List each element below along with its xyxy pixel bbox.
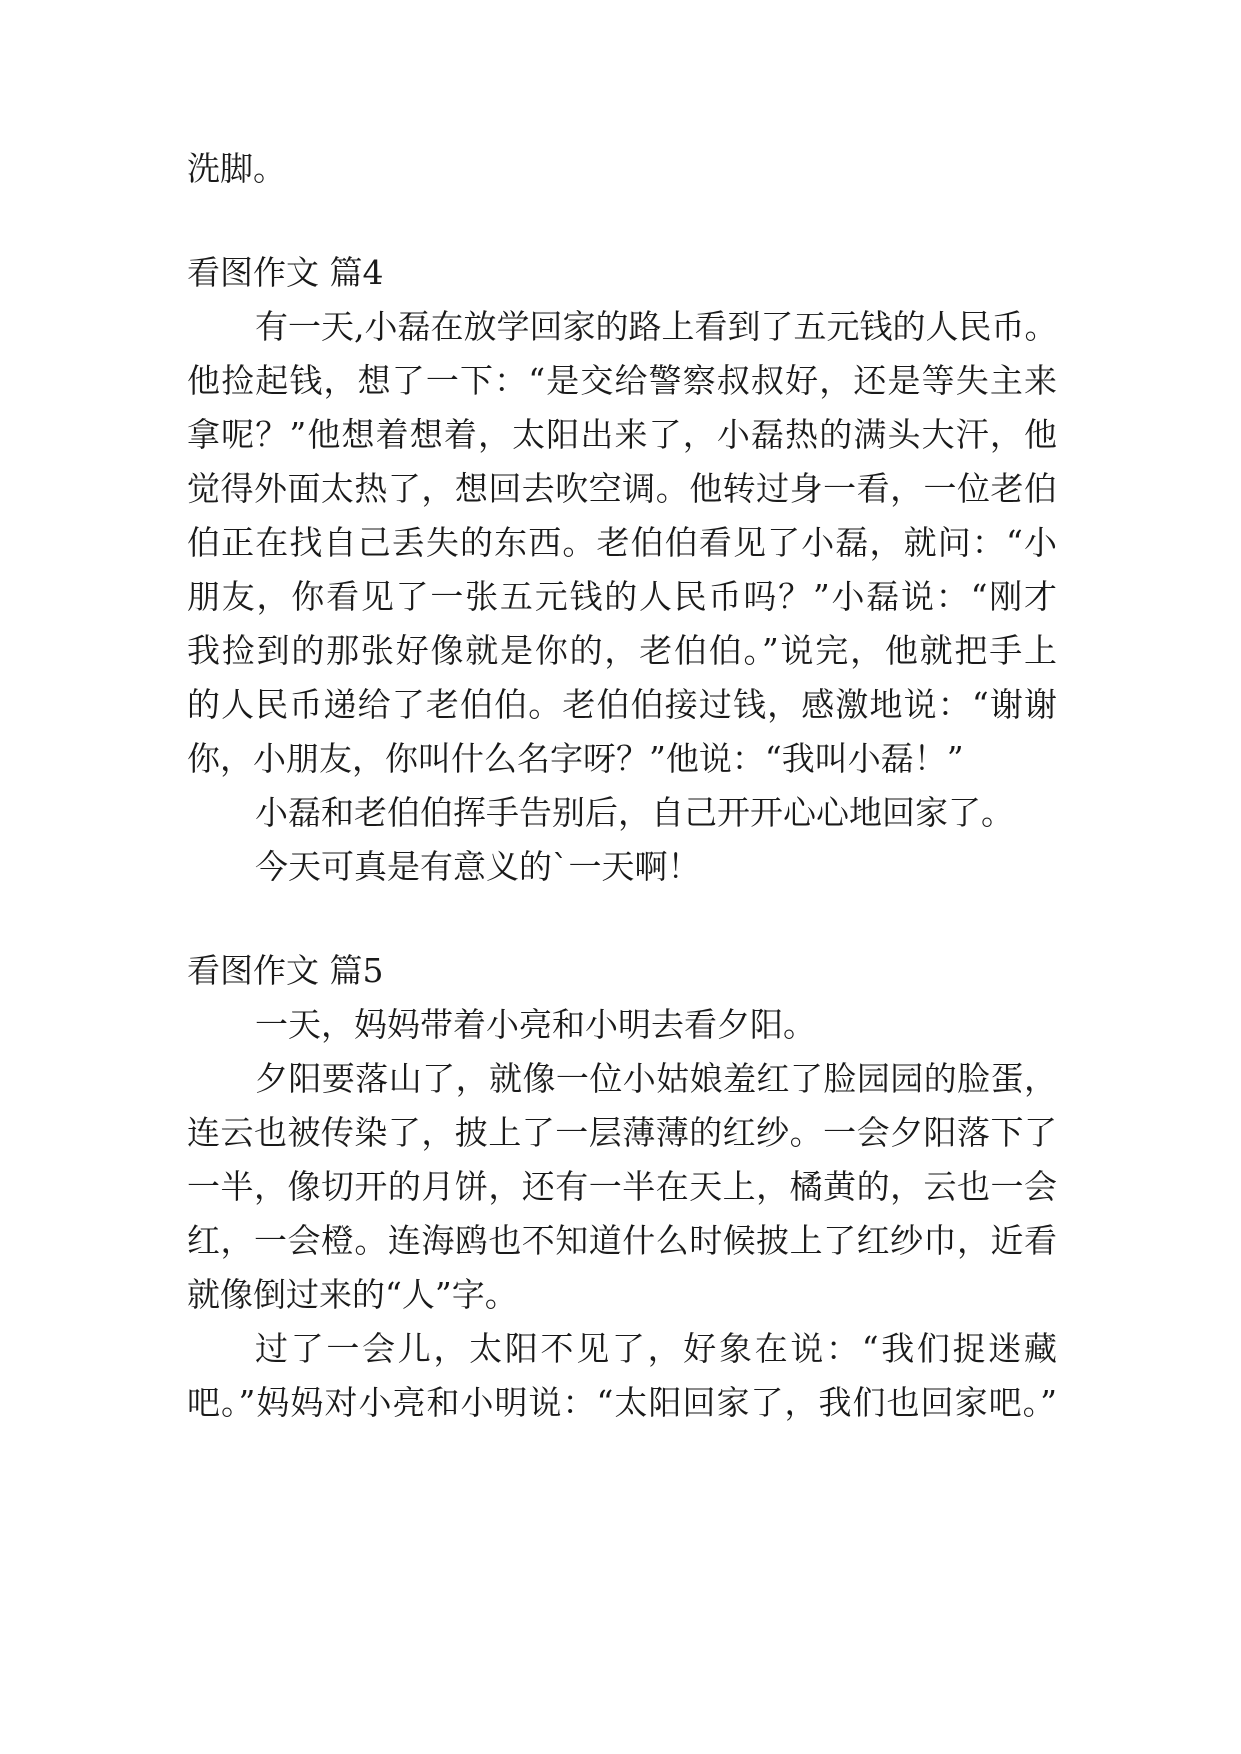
essay5-paragraph-line: 连云也被传染了，披上了一层薄薄的红纱。一会夕阳落下了 [187, 1113, 1057, 1152]
essay4-paragraph-line: 今天可真是有意义的`一天啊！ [255, 847, 701, 886]
essay4-heading: 看图作文 篇4 [187, 253, 384, 292]
essay5-paragraph-line: 夕阳要落山了，就像一位小姑娘羞红了脸园园的脸蛋， [255, 1059, 1057, 1098]
essay5-paragraph-line: 吧。”妈妈对小亮和小明说：“太阳回家了，我们也回家吧。” [187, 1383, 1057, 1422]
continuation-text: 洗脚。 [187, 149, 286, 188]
essay4-paragraph-line: 伯正在找自己丢失的东西。老伯伯看见了小磊，就问：“小 [187, 523, 1057, 562]
essay5-heading: 看图作文 篇5 [187, 951, 384, 990]
essay5-paragraph-line: 一半，像切开的月饼，还有一半在天上，橘黄的，云也一会 [187, 1167, 1057, 1206]
essay4-paragraph-line: 小磊和老伯伯挥手告别后，自己开开心心地回家了。 [255, 793, 1014, 832]
essay4-paragraph-line: 朋友，你看见了一张五元钱的人民币吗？”小磊说：“刚才 [187, 577, 1057, 616]
essay4-paragraph-line: 有一天,小磊在放学回家的路上看到了五元钱的人民币。 [255, 307, 1058, 346]
essay5-paragraph-line: 红，一会橙。连海鸥也不知道什么时候披上了红纱巾，近看 [187, 1221, 1057, 1260]
essay4-paragraph-line: 的人民币递给了老伯伯。老伯伯接过钱，感激地说：“谢谢 [187, 685, 1057, 724]
essay4-paragraph-line: 觉得外面太热了，想回去吹空调。他转过身一看，一位老伯 [187, 469, 1057, 508]
essay5-paragraph-line: 就像倒过来的“人”字。 [187, 1275, 518, 1314]
essay4-paragraph-line: 拿呢？”他想着想着，太阳出来了，小磊热的满头大汗，他 [187, 415, 1057, 454]
essay5-paragraph-line: 过了一会儿，太阳不见了，好象在说：“我们捉迷藏 [255, 1329, 1057, 1368]
essay4-paragraph-line: 你，小朋友，你叫什么名字呀？”他说：“我叫小磊！” [187, 739, 964, 778]
essay4-paragraph-line: 我捡到的那张好像就是你的，老伯伯。”说完，他就把手上 [187, 631, 1057, 670]
essay5-paragraph-line: 一天，妈妈带着小亮和小明去看夕阳。 [255, 1005, 816, 1044]
essay4-paragraph-line: 他捡起钱，想了一下：“是交给警察叔叔好，还是等失主来 [187, 361, 1057, 400]
